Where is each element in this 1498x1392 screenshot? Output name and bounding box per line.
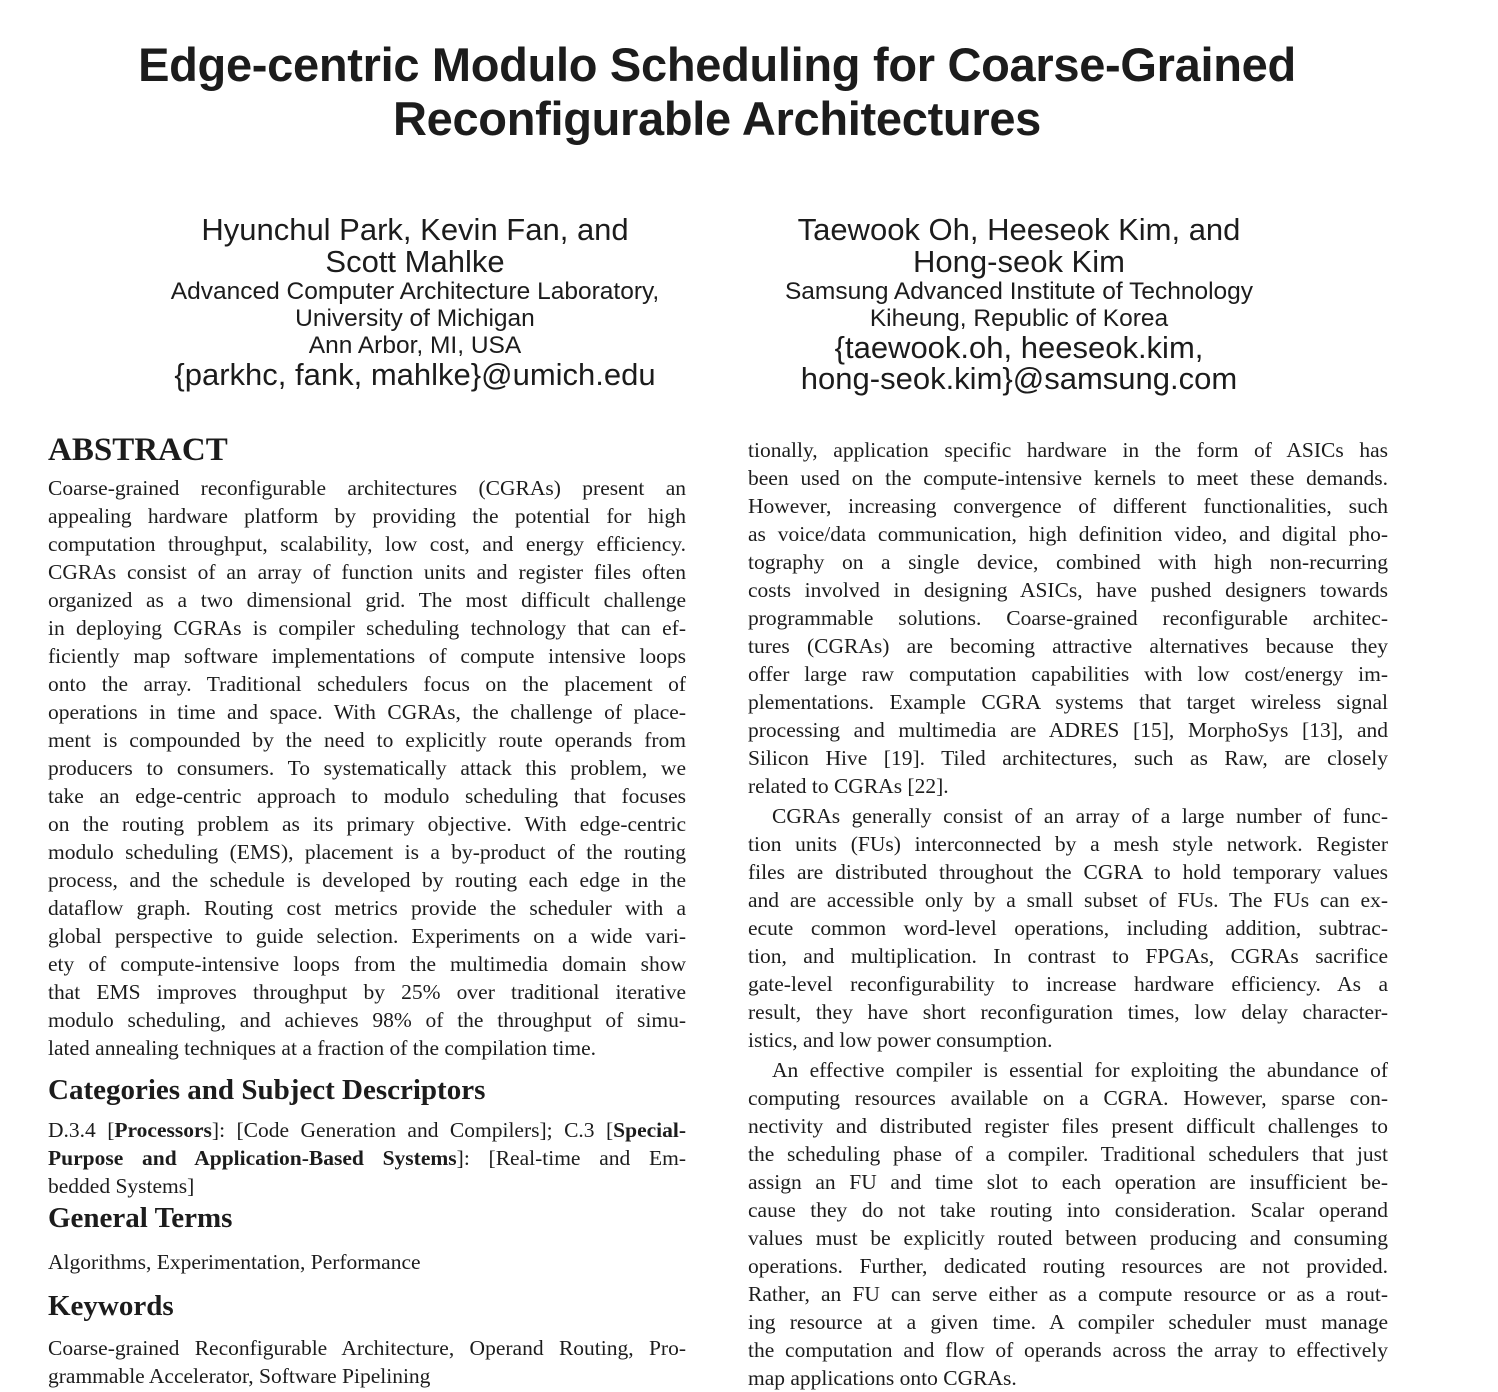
body-line: ecute common word-level operations, including addition, subtrac- — [748, 916, 1388, 940]
author-email: {taewook.oh, heeseok.kim, — [834, 330, 1204, 365]
body-line: result, they have short reconfiguration times, low delay character- — [748, 1000, 1388, 1024]
abstract-line: modulo scheduling (EMS), placement is a by-product of the routing — [48, 840, 686, 864]
body-line: tion, and multiplication. In contrast to FPGAs, CGRAs sacrifice — [748, 944, 1388, 968]
body-line: computing resources available on a CGRA. However, sparse con- — [748, 1086, 1388, 1110]
abstract-line: organized as a two dimensional grid. The most difficult challenge — [48, 588, 686, 612]
author-email: hong-seok.kim}@samsung.com — [800, 361, 1238, 396]
abstract-line: ment is compounded by the need to explicitly route operands from — [48, 728, 686, 752]
body-line: been used on the compute-intensive kernels to meet these demands. — [748, 466, 1388, 490]
body-line: related to CGRAs [22]. — [748, 774, 949, 798]
author-block-samsung — [740, 214, 1298, 394]
abstract-line: ficiently map software implementations of compute intensive loops — [48, 644, 686, 668]
author-names: Hyunchul Park, Kevin Fan, and — [201, 212, 629, 247]
body-line: files are distributed throughout the CGRA to hold temporary values — [748, 860, 1388, 884]
author-names: Taewook Oh, Heeseok Kim, and — [797, 212, 1241, 247]
affiliation: Ann Arbor, MI, USA — [308, 332, 522, 359]
body-line: cause they do not take routing into consideration. Scalar operand — [748, 1198, 1388, 1222]
body-line: programmable solutions. Coarse-grained reconfigurable architec- — [748, 606, 1388, 630]
title-line-1: Edge-centric Modulo Scheduling for Coarse-Grained — [138, 38, 1296, 91]
abstract-line: computation throughput, scalability, low cost, and energy efficiency. — [48, 532, 686, 556]
abstract-line: CGRAs consist of an array of function units and register files often — [48, 560, 686, 584]
abstract-line: on the routing problem as its primary objective. With edge-centric — [48, 812, 686, 836]
abstract-line: modulo scheduling, and achieves 98% of the throughput of simu- — [48, 1008, 686, 1032]
keywords-heading: Keywords — [48, 1290, 174, 1322]
body-line: operations. Further, dedicated routing resources are not provided. — [748, 1254, 1388, 1278]
abstract-line: onto the array. Traditional schedulers focus on the placement of — [48, 672, 686, 696]
body-line: as voice/data communication, high definition video, and digital pho- — [748, 522, 1388, 546]
keywords-line: Coarse-grained Reconfigurable Architecture, Operand Routing, Pro- — [48, 1336, 686, 1360]
abstract-line: appealing hardware platform by providing the potential for high — [48, 504, 686, 528]
general-terms-text: Algorithms, Experimentation, Performance — [48, 1250, 421, 1274]
abstract-body — [48, 474, 686, 1062]
affiliation: University of Michigan — [295, 305, 535, 332]
body-line: Silicon Hive [19]. Tiled architectures, such as Raw, are closely — [748, 746, 1388, 770]
author-names: Hong-seok Kim — [913, 244, 1125, 279]
body-line: CGRAs generally consist of an array of a large number of func- — [772, 804, 1388, 828]
author-names: Scott Mahlke — [325, 244, 505, 279]
abstract-line: that EMS improves throughput by 25% over traditional iterative — [48, 980, 686, 1004]
right-column — [748, 436, 1388, 1392]
body-line: gate-level reconfigurability to increase hardware efficiency. As a — [748, 972, 1388, 996]
title-line-2: Reconfigurable Architectures — [392, 92, 1042, 145]
categories-heading: Categories and Subject Descriptors — [48, 1074, 486, 1106]
body-line: tures (CGRAs) are becoming attractive alternatives because they — [748, 634, 1388, 658]
abstract-line: dataflow graph. Routing cost metrics provide the scheduler with a — [48, 896, 686, 920]
abstract-line: Coarse-grained reconfigurable architectures (CGRAs) present an — [48, 476, 686, 500]
body-line: values must be explicitly routed between producing and consuming — [748, 1226, 1388, 1250]
categories-line: D.3.4 [Processors]: [Code Generation and Compilers]; C.3 [Special- — [48, 1118, 686, 1142]
abstract-line: ety of compute-intensive loops from the multimedia domain show — [48, 952, 686, 976]
abstract-line: global perspective to guide selection. Experiments on a wide vari- — [48, 924, 686, 948]
left-column — [48, 430, 686, 1390]
body-line: the computation and flow of operands across the array to effectively — [748, 1338, 1388, 1362]
body-line: costs involved in designing ASICs, have pushed designers towards — [748, 578, 1388, 602]
categories-line: bedded Systems] — [48, 1174, 195, 1198]
intro-paragraph-3 — [748, 1056, 1388, 1392]
body-line: istics, and low power consumption. — [748, 1028, 1053, 1052]
abstract-line: in deploying CGRAs is compiler scheduling technology that can ef- — [48, 616, 686, 640]
author-email: {parkhc, fank, mahlke}@umich.edu — [174, 357, 656, 392]
body-line: tionally, application specific hardware in the form of ASICs has — [748, 438, 1388, 462]
body-line: tography on a single device, combined with high non-recurring — [748, 550, 1388, 574]
abstract-line: take an edge-centric approach to modulo scheduling that focuses — [48, 784, 686, 808]
body-line: the scheduling phase of a compiler. Traditional schedulers that just — [748, 1142, 1388, 1166]
abstract-line: lated annealing techniques at a fraction of the compilation time. — [48, 1036, 597, 1060]
abstract-heading: ABSTRACT — [48, 432, 228, 468]
abstract-line: process, and the schedule is developed by routing each edge in the — [48, 868, 686, 892]
body-line: offer large raw computation capabilities with low cost/energy im- — [748, 662, 1388, 686]
body-line: Rather, an FU can serve either as a compute resource or as a rout- — [748, 1282, 1388, 1306]
affiliation: Samsung Advanced Institute of Technology — [784, 278, 1254, 305]
paper-title — [0, 38, 1434, 146]
affiliation: Advanced Computer Architecture Laboratory, — [170, 278, 660, 305]
affiliation: Kiheung, Republic of Korea — [869, 305, 1169, 332]
body-line: assign an FU and time slot to each operation are insufficient be- — [748, 1170, 1388, 1194]
categories-body — [48, 1116, 686, 1200]
body-line: tion units (FUs) interconnected by a mesh style network. Register — [748, 832, 1388, 856]
body-line: plementations. Example CGRA systems that target wireless signal — [748, 690, 1388, 714]
body-line: However, increasing convergence of different functionalities, such — [748, 494, 1388, 518]
body-line: An effective compiler is essential for exploiting the abundance of — [772, 1058, 1388, 1082]
keywords-line: grammable Accelerator, Software Pipelining — [48, 1364, 431, 1388]
body-line: map applications onto CGRAs. — [748, 1366, 1017, 1390]
abstract-line: operations in time and space. With CGRAs, the challenge of place- — [48, 700, 686, 724]
body-line: nectivity and distributed register files present difficult challenges to — [748, 1114, 1388, 1138]
body-line: processing and multimedia are ADRES [15], MorphoSys [13], and — [748, 718, 1388, 742]
body-line: ing resource at a given time. A compiler scheduler must manage — [748, 1310, 1388, 1334]
general-terms-heading: General Terms — [48, 1202, 233, 1234]
categories-line: Purpose and Application-Based Systems]: [Real-time and Em- — [48, 1146, 686, 1170]
intro-paragraph-1 — [748, 436, 1388, 800]
body-line: and are accessible only by a small subset of FUs. The FUs can ex- — [748, 888, 1388, 912]
abstract-line: producers to consumers. To systematically attack this problem, we — [48, 756, 686, 780]
intro-paragraph-2 — [748, 802, 1388, 1054]
author-block-michigan — [140, 214, 690, 390]
